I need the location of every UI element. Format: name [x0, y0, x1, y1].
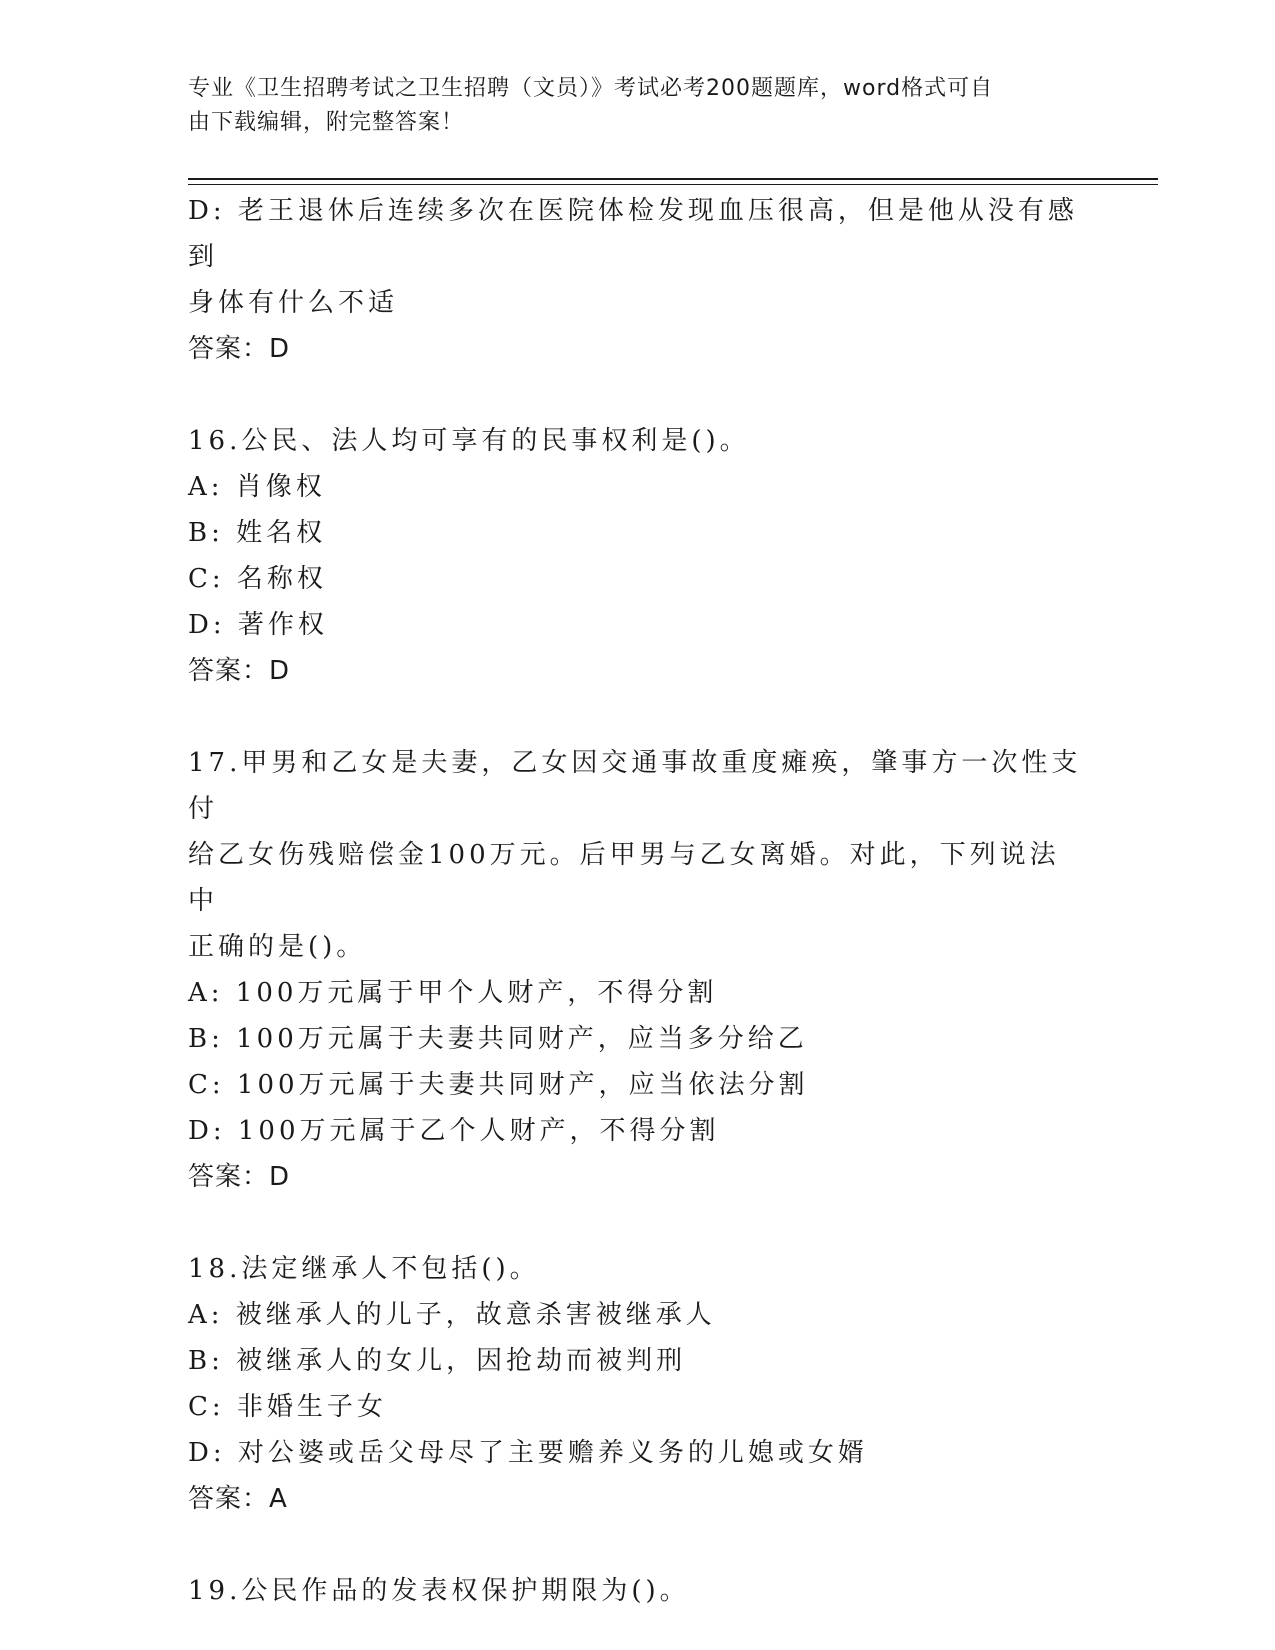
header-divider-thin	[188, 184, 1158, 185]
header-line-2: 由下载编辑，附完整答案！	[188, 110, 465, 135]
option-d-line-1: D: 老王退休后连续多次在医院体检发现血压很高，但是他从没有感到	[188, 196, 1078, 272]
question-stem: 给乙女伤残赔偿金100万元。后甲男与乙女离婚。对此，下列说法中	[188, 840, 1060, 916]
question-stem: 17.甲男和乙女是夫妻，乙女因交通事故重度瘫痪，肇事方一次性支付	[188, 748, 1082, 824]
question-content	[188, 188, 1088, 1614]
question-19	[188, 1568, 1088, 1614]
question-17	[188, 740, 1088, 1200]
continued-question	[188, 188, 1088, 372]
answer-line: 答案：A	[188, 1484, 288, 1514]
option-b: B: 100万元属于夫妻共同财产，应当多分给乙	[188, 1024, 808, 1054]
question-16	[188, 418, 1088, 694]
option-c: C: 100万元属于夫妻共同财产，应当依法分割	[188, 1070, 809, 1100]
question-stem: 18.法定继承人不包括()。	[188, 1254, 540, 1284]
option-d: D: 对公婆或岳父母尽了主要赡养义务的儿媳或女婿	[188, 1438, 868, 1468]
option-b: B: 姓名权	[188, 518, 327, 548]
spacer	[188, 1200, 1088, 1246]
spacer	[188, 372, 1088, 418]
page-header	[188, 72, 1068, 140]
question-stem: 16.公民、法人均可享有的民事权利是()。	[188, 426, 750, 456]
option-c: C: 非婚生子女	[188, 1392, 387, 1422]
option-a: A: 100万元属于甲个人财产，不得分割	[188, 978, 718, 1008]
option-a: A: 肖像权	[188, 472, 326, 502]
option-a: A: 被继承人的儿子，故意杀害被继承人	[188, 1300, 716, 1330]
header-divider-thick	[188, 178, 1158, 180]
header-line-1: 专业《卫生招聘考试之卫生招聘（文员）》考试必考200题题库，word格式可自	[188, 76, 994, 101]
answer-line: 答案：D	[188, 334, 291, 364]
question-stem: 正确的是()。	[188, 932, 367, 962]
spacer	[188, 694, 1088, 740]
option-d: D: 100万元属于乙个人财产，不得分割	[188, 1116, 720, 1146]
option-c: C: 名称权	[188, 564, 327, 594]
option-d-line-2: 身体有什么不适	[188, 288, 399, 318]
question-18	[188, 1246, 1088, 1522]
answer-line: 答案：D	[188, 656, 291, 686]
spacer	[188, 1522, 1088, 1568]
option-b: B: 被继承人的女儿，因抢劫而被判刑	[188, 1346, 687, 1376]
option-d: D: 著作权	[188, 610, 328, 640]
answer-line: 答案：D	[188, 1162, 291, 1192]
question-stem: 19.公民作品的发表权保护期限为()。	[188, 1576, 690, 1606]
